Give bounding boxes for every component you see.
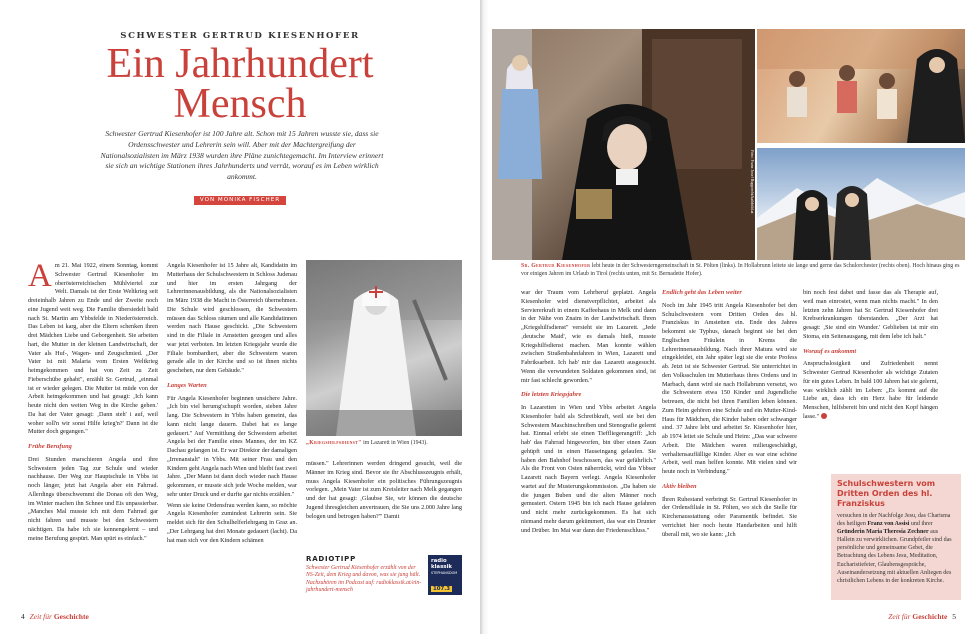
info-box-title: Schulschwestern vom Dritten Orden des hl. Franziskus (837, 479, 936, 508)
right-column-2 (662, 289, 797, 541)
orchestra-photo (757, 29, 965, 143)
mountain-photo (757, 148, 965, 260)
right-column-1 (521, 289, 656, 537)
page-number: 4 (21, 612, 25, 621)
portrait-caption (521, 263, 961, 279)
subhead-langes-warten: Langes Warten (167, 381, 207, 389)
brand-section: Geschichte (53, 612, 89, 621)
orchestra-illustration (757, 29, 965, 143)
portrait-photo (492, 29, 755, 260)
caption-highlight: Sr. Gertrud Kiesenhofer (521, 263, 591, 269)
paragraph: müssen." Lehrerinnen werden dringend gesucht, weil die Männer im Krieg sind. Bevor sie ihr Abschlusszeugnis erhält, muss Angela Kiesenhofer ein politisches Führungszeugnis vorlegen. „Mein Vater ist zum Kreisleiter nach Melk gegangen und der hat gesagt: ‚Glaubse Sie, wir können die deutsche Jugend ihresgleichen anvertrauen, die Sie uns 2.000 Jahre lang belogen und betrogen haben?'" Damit (306, 460, 462, 520)
article-deck: Schwester Gertrud Kiesenhofer ist 100 Jahre alt. Schon mit 15 Jahren wusste sie, dass sie Ordensschwester und Lehrerin sein will. Aber mit der Machtergreifung der Nationalsozialisten im März 1938 wurden ihre Pläne zunichtegemacht. Im Interview erinnert sie sich an wichtige Stationen ihres Jahrhunderts und verrät, worauf es im Leben wirklich ankommt. (100, 129, 384, 182)
paragraph: Noch im Jahr 1945 tritt Angela Kiesenhofer bei den Schulschwestern vom Dritten Orden des hl. Franziskus in Amstetten ein. Ende des Jahres bekommt sie Typhus, danach beginnt sie bei den Englischen Fräulein in Krems die Lehrerinnenausbildung. Nach ihrer Matura wird sie eingekleidet, ein Jahr später legt sie die erste Profess ab. Jetzt ist sie Schwester Gertrud. Sie unterrichtet in den Volksschulen im Mutterhaus ihres Ordens und in Marbach, dann wird sie nach Hollabrunn versetzt, wo die Schwestern etwa 150 Kinder und Jugendliche betreuen, die nicht bei ihren Familien leben können. Zum Heim gehören eine Schule und ein Mutter-Kind-Haus für Mädchen, die Kinder haben oder schwanger sind. 37 Jahre lebt und arbeitet Sr. Kiesenhofer hier, ab 1974 leitet sie Schule und Heim: „Das war schwere Arbeit. Die Mädchen waren milieugeschädigt, verhaltensauffällige Kinder. Aber es war eine schöne Arbeit, weil man helfen konnte. Mit vielen sind wir heute noch in Verbindung." (662, 301, 797, 475)
byline-badge: VON MONIKA FISCHER (194, 196, 286, 205)
subhead-leben-weiter: Endlich geht das Leben weiter (662, 289, 742, 296)
brand-zeit: Zeit (888, 612, 900, 621)
page-number: 5 (952, 612, 956, 621)
headline-line-1: Ein Jahrhundert (106, 41, 374, 87)
paragraph: Anspruchslosigkeit und Zufriedenheit nennt Schwester Gertrud Kiesenhofer als wichtige Zutaten für ein gutes Leben. In bald 100 Jahren hat sie gelernt, was wirklich zählt im Leben: „Es kommt auf die Liebe an, dass ich ein Herz habe für leidende Menschen, hilfsbereit bin und nicht den Kopf hängen lasse." (803, 360, 938, 420)
paragraph: Ihren Ruhestand verbringt Sr. Gertrud Kiesenhofer in der Ordensfiliale in St. Pölten, wo sich die Stelle für Kirchenausstattung oder Paramentik befindet. Sie verrichtet hier noch heute Handarbeiten und hilft überall mit, wo sie kann: „Ich (662, 495, 797, 538)
page-gutter (480, 0, 489, 634)
paragraph: Wenn sie keine Ordensfrau werden kann, so möchte Angela Kiesenhofer zumindest Lehrerin sein. Sie meldet sich für den Schulhelferlehrgang in Graz an. „Der Lehrgang hat drei Monate gedauert (lacht). Da hat man sich vor den Kindern schämen (167, 501, 297, 544)
caption-highlight: „Kriegshilfsdienst" (306, 440, 362, 446)
paragraph: m 21. Mai 1922, einem Sonntag, kommt Schwester Gertrud Kiesenhofer im oberösterreichischen Mühlviertel zur Welt. Damals ist der Erste Weltkrieg seit dreieinhalb Jahren zu Ende und der Zweite noch eine Jugend weit weg. Die Familie übersiedelt bald nach St. Martin am Ybbsfelde in Niederösterreich. Das Leben ist karg, aber die Eltern schenken ihren drei Mädchen Liebe und Geborgenheit. Sie arbeiten hart, die Mutter in der kleinen Landwirtschaft, der Vater als Huf-, Wagen- und Zeugschmied. „Der Vater ist mit Malaria vom Ersten Weltkrieg heimgekommen und hat von Zeit zu Zeit Fieberschübe gehabt", erzählt Sr. Gertrud, „einmal ist er wieder gelegen. Die Mutter ist müde von der Arbeit heimgekommen und hat gesagt: ‚Ich kann heute nicht den weiten Weg in die Kirche gehen.' Da hat der Vater gesagt: ‚Dann steh' i auf, weil woher soll'n wir sonst Hilfe krieg'n?' Dann ist die Mutter doch gegangen." (28, 262, 158, 436)
paragraph: In Lazaretten in Wien und Ybbs arbeitet Angela Kiesenhofer bald als Schreibkraft, weil sie bei den Schwestern Maschinschreiben und Stenografie gelernt hat. Einmal erlebt sie einen Tieffliegerangriff: „Ich hab' das Fahrrad hingeworfen, bin über einen Zaun gehüpft und in einen Hauseingang gelaufen. Sie haben den Bahnhof beschossen, das war gefährlich." Als die Front von Osten näherrückt, wird das Ybbser Lazarett nach Bayern verlegt. Angela Kiesenhofer wartet auf ihr Musterungskommission. „Da haben sie die jungen Buben und die alten Männer noch gemustert. Ostern 1945 bin ich nach Hause gefahren und nicht mehr zurückgekommen. Es hat sich niemand mehr darum gekümmert, das war ein Drunter und Drüber. Im Mai war dann der Friedensschluss." (521, 404, 656, 534)
info-box-body: versuchen in der Nachfolge Jesu, das Charisma des heiligen Franz von Assisi und ihrer Gründerin Maria Theresia Zechner aus Hallein zu verwirklichen. Grundpfeiler sind das persönliche und gemeinsame Gebet, die Betrachtung des Lebens Jesu, Meditation, Eucharistiefeier, Glaubensgespräche, Auseinandersetzung mit aktuellen Anliegen des christlichen Lebens in der konkreten Kirche. (837, 513, 952, 584)
radio-tip-body[interactable]: Schwester Gertrud Kiesenhofer erzählt von der NS-Zeit, dem Krieg und davon, was sie jung hält. Nachzuhören im Podcast auf: radioklassik.at/ein-jahrhundert-mensch (306, 565, 422, 594)
article-headline (0, 41, 480, 127)
nurse-photo (306, 260, 462, 436)
radio-tip-title: RADIOTIPP (306, 555, 357, 563)
brand-fuer: für (43, 612, 52, 621)
order-info-box (831, 474, 961, 600)
photo-credit: Foto: Franz Josef Rupprecht/kathbild.at (750, 150, 755, 214)
paragraph: war der Traum vom Lehrberuf geplatzt. Angela Kiesenhofer wird dienstverpflichtet, arbeitet als Serviererkraft in einem Kaffeehaus in Melk und dann in der Nähe von Znaim in der Landwirtschaft. Ihren „Kriegshilfsdienst" versieht sie im Lazarett. „Jede ‚deutsche Maid', wie es damals hieß, musste Kriegshilfsdienst machen. Man konnte wählen zwischen Straßenbahnfahren in Wien, Lazarett und Fabriksarbeit. Ich hab' mir das Lazarett ausgesucht. Wenn die verwundeten Soldaten gekommen sind, ist mir fast schlecht geworden." (521, 289, 656, 384)
headline-line-2: Mensch (173, 81, 307, 127)
brand-zeit: Zeit (29, 612, 42, 621)
portrait-illustration (492, 29, 755, 260)
caption-text: lebt heute in der Schwesterngemeinschaft in St. Pölten (links). In Hollabrunn leitete sie lange und gerne das Schulorchester (rechts oben). Hoch hinaus ging es vor einigen Jahren im Urlaub in Tirol (rechts unten, mit Sr. Bernadette Hofer). (521, 263, 960, 277)
drop-cap: A (28, 258, 52, 294)
caption-text: im Lazarett in Wien (1943). (361, 440, 428, 446)
brand-fuer: für (901, 612, 911, 621)
right-column-3 (803, 289, 938, 424)
subhead-aktiv-bleiben: Aktiv bleiben (662, 482, 697, 490)
left-column-1 (28, 258, 158, 545)
nurse-photo-caption (306, 440, 466, 448)
right-footer (888, 612, 959, 621)
nurse-illustration (306, 260, 462, 436)
paragraph: Für Angela Kiesenhofer beginnen unsichere Jahre. „Ich bin viel herumg'schupft worden, sieben Jahre lang. Die Schwestern in Ybbs haben gemeint, das kann nicht lange dauern. Dabei hat es lange gedauert." Auf Vermittlung der Schwestern arbeitet Angela bei der Familie eines Mannes, der im KZ Dachau gefangen ist. Er war Direktor der damaligen „Irrenanstalt" in Ybbs. Mit seiner Frau und den Kindern geht Angela nach Wien und bleibt fast zwei Jahre. „Der Mann ist dann doch wieder nach Hause gekommen, er musste sich jede Woche melden, war sehr unter Druck und er durfte gar nichts erzählen." (167, 394, 297, 498)
radio-frequency: 107.3 (433, 586, 451, 592)
subhead-letzte-kriegsjahre: Die letzten Kriegsjahre (521, 391, 582, 399)
subhead-worauf-es-ankommt: Worauf es ankommt (803, 347, 857, 355)
paragraph: Angela Kiesenhofer ist 15 Jahre alt, Kandidatin im Mutterhaus der Schulschwestern in Schloss Judenau und hier im ersten Jahrgang der Lehrerinnenausbildung, als die Nationalsozialisten im März 1938 die Macht in Österreich übernehmen. Die Schule wird geschlossen, die Schwestern müssen das Schloss räumen und alle Kandidatinnen werden nach Hause geschickt. „Die Schwestern sind in die Filiale in Amstetten gezogen und alles war jetzt verboten. Im letzten Kriegsjahr wurde die Filiale bombardiert, aber die Schwestern waren gerade alle in der Kirche und so ist ihnen nichts geschehen, nur dem Gebäude." (167, 262, 297, 374)
left-column-3 (306, 460, 462, 523)
brand-section: Geschichte (912, 612, 948, 621)
left-column-2 (167, 262, 297, 547)
right-page (489, 0, 969, 634)
radio-tip-box (306, 555, 462, 608)
radio-klassik-logo: radio klassik STEPHANSDOM 107.3 (428, 555, 462, 595)
mountain-illustration (757, 148, 965, 260)
article-kicker: SCHWESTER GERTRUD KIESENHOFER (120, 31, 360, 41)
paragraph: bin noch fest dabei und fasse das als Therapie auf, weil man einrostet, wenn man nichts macht." In den letzten zehn Jahren hat Sr. Gertrud Kiesenhofer drei Krebserkrankungen überstanden. „Der Arzt hat gesagt: ‚Sie sind ein Wunder.' Geblieben ist mir ein Stoma, ein Seitenausgang, mit dem lebe ich halt." (803, 289, 938, 340)
left-page (0, 0, 480, 634)
paragraph: Drei Stunden marschieren Angela und ihre Schwestern jeden Tag zur Schule und wieder nachhause. Der Weg zur Hauptschule in Ybbs ist noch länger, jetzt hat Angela aber ein Fahrrad. Allerdings überschwemmt die Donau oft den Weg, im Winter machen ihn Schnee und Eis unpassierbar. „Manches Mal musste ich mit dem Fahrrad gar nicht fahren und musste bei den Schwestern nächtigen. Da habe ich sie kennengelernt – und meine Berufung gespürt. Man spürt es einfach." (28, 455, 158, 542)
subhead-fruehe-berufung: Frühe Berufung (28, 443, 72, 450)
end-mark-icon (821, 413, 827, 419)
left-footer (18, 612, 89, 621)
